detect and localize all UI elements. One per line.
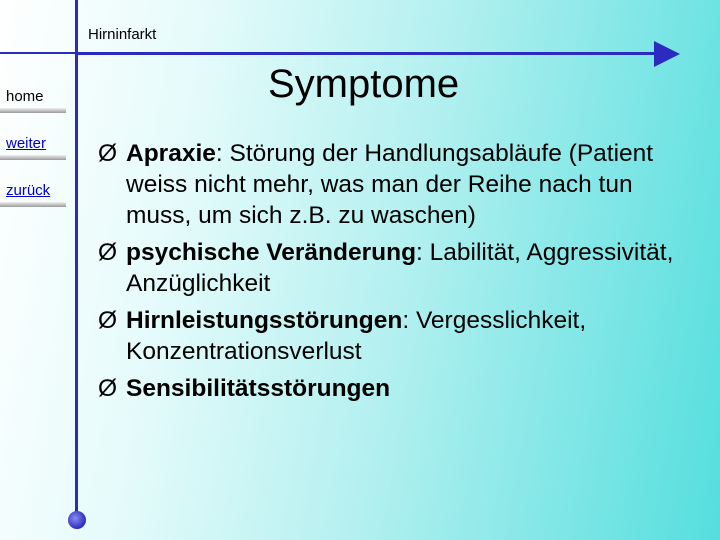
bullet-text: : Labilität, Aggressivität, Anzüglichkeit: [126, 239, 674, 297]
bullet-term: psychische Veränderung: [126, 239, 417, 266]
nav-next-label: weiter: [6, 135, 47, 152]
bullet-arrow-icon: Ø: [98, 239, 118, 266]
nav-back-label: zurück: [6, 182, 51, 199]
arrow-line: [76, 52, 664, 55]
vertical-rule: [75, 0, 78, 520]
nav-bar: [0, 155, 66, 160]
presentation-title: Hirninfarkt: [88, 26, 157, 43]
bullet-term: Sensibilitätsstörungen: [126, 375, 391, 402]
bullet-term: Apraxie: [126, 140, 216, 167]
bullet-item: [98, 138, 698, 231]
bullet-item: [98, 237, 698, 299]
bullet-text: : Vergesslichkeit, Konzentrationsverlust: [126, 307, 587, 365]
header-divider: [0, 52, 80, 54]
circle-dot-icon: [68, 511, 86, 529]
bullet-list: [98, 138, 698, 410]
nav-bar: [0, 108, 66, 113]
nav-next-link[interactable]: [0, 135, 66, 160]
arrow-right-icon: [654, 41, 680, 67]
bullet-item: [98, 373, 698, 404]
bullet-item: [98, 305, 698, 367]
bullet-arrow-icon: Ø: [98, 140, 118, 167]
bullet-text: : Störung der Handlungsabläufe (Patient weiss nicht mehr, was man der Reihe nach tun muss, um sich z.B. zu waschen): [126, 140, 654, 229]
nav-bar: [0, 202, 66, 207]
nav-back-link[interactable]: [0, 182, 66, 207]
bullet-arrow-icon: Ø: [98, 307, 118, 334]
bullet-term: Hirnleistungsstörungen: [126, 307, 403, 334]
bullet-arrow-icon: Ø: [98, 375, 118, 402]
slide-title: Symptome: [268, 62, 460, 106]
nav-home-label: home: [6, 88, 44, 105]
nav-home-link[interactable]: [0, 88, 66, 113]
